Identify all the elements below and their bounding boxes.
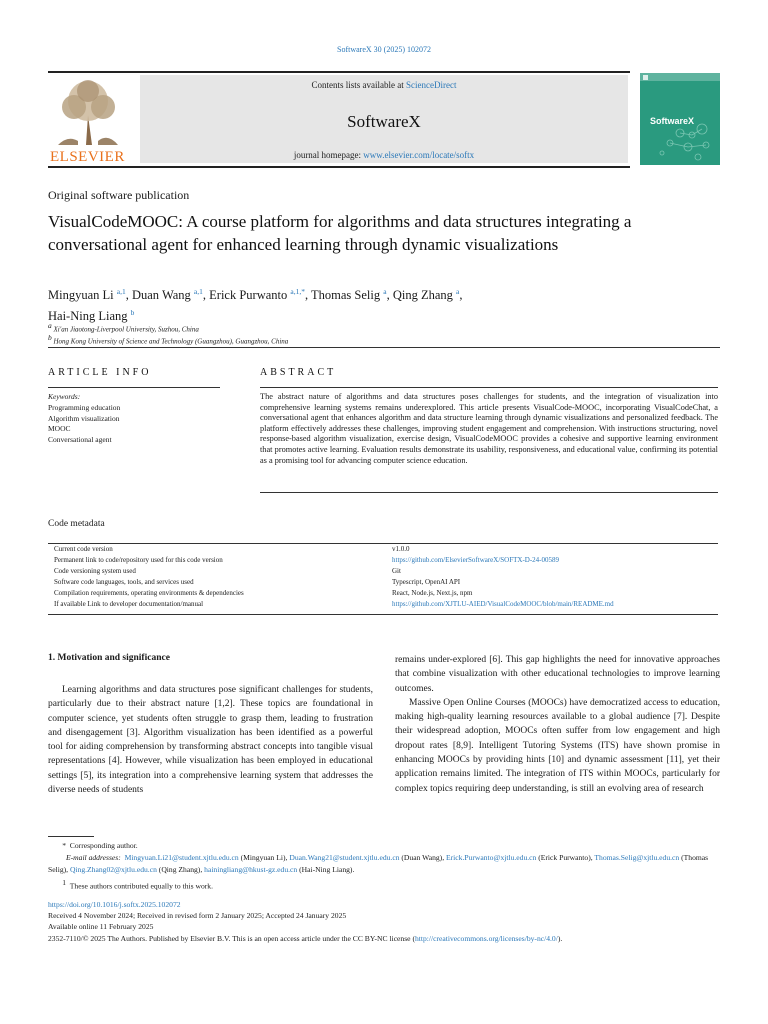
article-footer bbox=[48, 899, 720, 944]
metadata-label: Current code version bbox=[54, 545, 113, 553]
code-metadata-rule-bottom bbox=[48, 614, 718, 615]
contents-line: Contents lists available at ScienceDirect bbox=[311, 80, 457, 90]
doi-link[interactable]: https://doi.org/10.1016/j.softx.2025.102072 bbox=[48, 900, 181, 909]
header-rule-top bbox=[48, 71, 630, 73]
email-link[interactable]: Thomas.Selig@xjtlu.edu.cn bbox=[594, 853, 680, 862]
metadata-label: Software code languages, tools, and services used bbox=[54, 578, 194, 586]
sciencedirect-link[interactable]: ScienceDirect bbox=[406, 80, 457, 90]
article-title: VisualCodeMOOC: A course platform for algorithms and data structures integrating a conversational agent for enhanced learning through dynamic visualizations bbox=[48, 212, 632, 254]
affiliation-rule bbox=[48, 347, 720, 348]
keywords-block bbox=[48, 392, 120, 446]
journal-name: SoftwareX bbox=[347, 112, 421, 131]
table-row bbox=[48, 565, 718, 576]
paragraph: Learning algorithms and data structures pose significant challenges for students, particularly due to their abstract nature [1,2]. These topics are foundational in computer science, yet students often struggle to grasp them, leading to frustration and disengagement [3]. Algorithm visualization has been identified as a powerful tool for aiding comprehension by transforming abstract concepts into tangible visual representations [4]. However, while visualization has been employed in educational settings [5], its integration into a comprehensive learning system that addresses the diverse needs of students bbox=[48, 685, 373, 796]
code-metadata-title: Code metadata bbox=[48, 519, 105, 529]
footnote-equal-contribution: $^1$ These authors contributed equally to this work. bbox=[62, 878, 213, 891]
documentation-link[interactable]: https://github.com/XJTLU-AIED/VisualCodeMOOC/blob/main/README.md bbox=[392, 600, 614, 608]
author-affiliation-mark[interactable]: a,1,* bbox=[290, 287, 305, 296]
abstract-text: The abstract nature of algorithms and data structures poses challenges for students, and the integration of visualization into comprehensive learning systems remains underexplored. This article presents VisualCode-MOOC, incorporating VisualCodeChat, a conversational agent that enhances algorithm and data structure learning through dynamic visualizations and personalized feedback. The platform effectively addresses these challenges, improving student engagement and comprehension. With instructions structuring, novel response-based algorithm visualization, exercise design, VisualCodeMOOC provides a cohesive and supportive learning environment that promotes active learning. Evaluation results demonstrate its usability, responsiveness, and educational value, confirming its potential as a promising tool for advancing computer science education. bbox=[260, 392, 718, 465]
abstract-rule-top bbox=[260, 387, 718, 388]
metadata-label: If available Link to developer documentation/manual bbox=[54, 600, 204, 608]
body-column-right bbox=[395, 653, 720, 796]
author-name: Duan Wang bbox=[131, 288, 191, 303]
email-link[interactable]: Qing.Zhang02@xjtlu.edu.cn bbox=[69, 864, 157, 874]
author-affiliation-mark[interactable]: a,1 bbox=[193, 287, 203, 296]
keyword: Algorithm visualization bbox=[48, 413, 120, 423]
journal-reference[interactable]: SoftwareX 30 (2025) 102072 bbox=[337, 45, 431, 54]
keyword: MOOC bbox=[48, 424, 71, 434]
section-heading: 1. Motivation and significance bbox=[48, 653, 170, 663]
table-row bbox=[48, 587, 718, 598]
keywords-label: Keywords: bbox=[48, 392, 81, 401]
header-rule-bottom bbox=[48, 166, 630, 168]
homepage-line: journal homepage: www.elsevier.com/locate/softx bbox=[293, 150, 475, 160]
affiliation-a: $^a$ Xi'an Jiaotong-Liverpool University, Suzhou, China bbox=[48, 321, 199, 334]
received-dates: Received 4 November 2024; Received in revised form 2 January 2025; Accepted 24 January 2025 bbox=[48, 911, 347, 921]
available-online: Available online 11 February 2025 bbox=[48, 922, 154, 932]
keyword: Conversational agent bbox=[48, 435, 112, 445]
author-affiliation-mark[interactable]: b bbox=[130, 308, 135, 318]
metadata-value: React, Node.js, Next.js, npm bbox=[392, 589, 473, 597]
license-statement: 2352-7110/© 2025 The Authors. Published by Elsevier B.V. This is an open access article under the CC BY-NC license (http://creativecommons.org/licenses/by-nc/4.0/). bbox=[48, 933, 563, 943]
affiliation-b: $^b$ Hong Kong University of Science and Technology (Guangzhou), Guangzhou, China bbox=[48, 333, 289, 346]
metadata-value: Typescript, OpenAI API bbox=[392, 578, 461, 586]
abstract-heading: ABSTRACT bbox=[260, 367, 337, 378]
author-list: Mingyuan Li $^{a,1}$, Duan Wang $^{a,1}$, Erick Purwanto $^{a,1,*}$, Thomas Selig $^a$, Qing Zhang $^a$, Hai-Ning Liang $^b$ bbox=[48, 287, 463, 324]
metadata-value: Git bbox=[392, 567, 401, 575]
license-link[interactable]: http://creativecommons.org/licenses/by-nc/4.0/ bbox=[414, 933, 558, 943]
journal-cover-thumbnail[interactable] bbox=[640, 73, 720, 165]
code-metadata-table bbox=[48, 543, 718, 609]
author-affiliation-mark[interactable]: a,1 bbox=[116, 287, 126, 296]
author-name: Qing Zhang bbox=[392, 288, 453, 303]
author-name: Thomas Selig bbox=[311, 288, 381, 303]
elsevier-wordmark: ELSEVIER bbox=[50, 149, 125, 165]
metadata-label: Compilation requirements, operating environments & dependencies bbox=[54, 589, 244, 597]
footnote-emails: E-mail addresses: Mingyuan.Li21@student.xjtlu.edu.cn (Mingyuan Li), Duan.Wang21@student.xjtlu.edu.cn (Duan Wang), Erick.Purwanto@xjtlu.edu.cn (Erick Purwanto), Thomas.Selig@xjtlu.edu.cn (Thomas Selig), Qing.Zhang02@xjtlu.edu.cn (Qing Zhang), hainingliang@hkust-gz.edu.cn (Hai-Ning Liang). bbox=[48, 853, 709, 874]
keyword: Programming education bbox=[48, 402, 121, 412]
paragraph: remains under-explored [6]. This gap highlights the need for innovative approaches that combine visualization with other educational technologies to improve learning outcomes. bbox=[395, 655, 720, 694]
author-affiliation-mark[interactable]: a bbox=[383, 287, 387, 296]
author-name: Mingyuan Li bbox=[48, 288, 114, 303]
elsevier-logo bbox=[48, 75, 128, 163]
author-name: Erick Purwanto bbox=[209, 288, 288, 303]
cover-title: SoftwareX bbox=[650, 116, 695, 126]
email-link[interactable]: Mingyuan.Li21@student.xjtlu.edu.cn bbox=[124, 853, 239, 862]
table-row bbox=[48, 554, 718, 565]
abstract-rule-bottom bbox=[260, 492, 718, 493]
body-column-left bbox=[48, 683, 373, 797]
paragraph: Massive Open Online Courses (MOOCs) have democratized access to education, making high-quality learning resources available to a global audience [7]. Despite their widespread adoption, MOOCs often suffer from low engagement and high dropout rates [8,9]. Intelligent Tutoring Systems (ITS) have shown promise in enhancing MOOCs by providing hints [10] and dynamic assessment [11], yet their application remains limited. The integration of ITS within MOOCs, particularly for complex topics requiring deep understanding, is still an evolving area of research bbox=[395, 697, 720, 794]
homepage-link[interactable]: www.elsevier.com/locate/softx bbox=[363, 150, 475, 160]
email-link[interactable]: hainingliang@hkust-gz.edu.cn bbox=[204, 864, 298, 874]
repository-link[interactable]: https://github.com/ElsevierSoftwareX/SOFTX-D-24-00589 bbox=[392, 556, 560, 564]
metadata-label: Permanent link to code/repository used for this code version bbox=[54, 556, 223, 564]
footnote-corresponding: * Corresponding author. bbox=[62, 841, 138, 850]
author-affiliation-mark[interactable]: a bbox=[456, 287, 460, 296]
publication-type: Original software publication bbox=[48, 188, 190, 202]
article-info-rule bbox=[48, 387, 220, 388]
table-row bbox=[48, 598, 718, 609]
footnote-rule bbox=[48, 836, 94, 837]
email-link[interactable]: Duan.Wang21@student.xjtlu.edu.cn bbox=[289, 853, 400, 862]
table-row bbox=[48, 543, 718, 554]
table-row bbox=[48, 576, 718, 587]
author-name: Hai-Ning Liang bbox=[48, 309, 128, 324]
article-info-heading: ARTICLE INFO bbox=[48, 367, 152, 378]
email-link[interactable]: Erick.Purwanto@xjtlu.edu.cn bbox=[446, 853, 537, 862]
metadata-label: Code versioning system used bbox=[54, 567, 136, 575]
metadata-value: v1.0.0 bbox=[392, 545, 410, 553]
